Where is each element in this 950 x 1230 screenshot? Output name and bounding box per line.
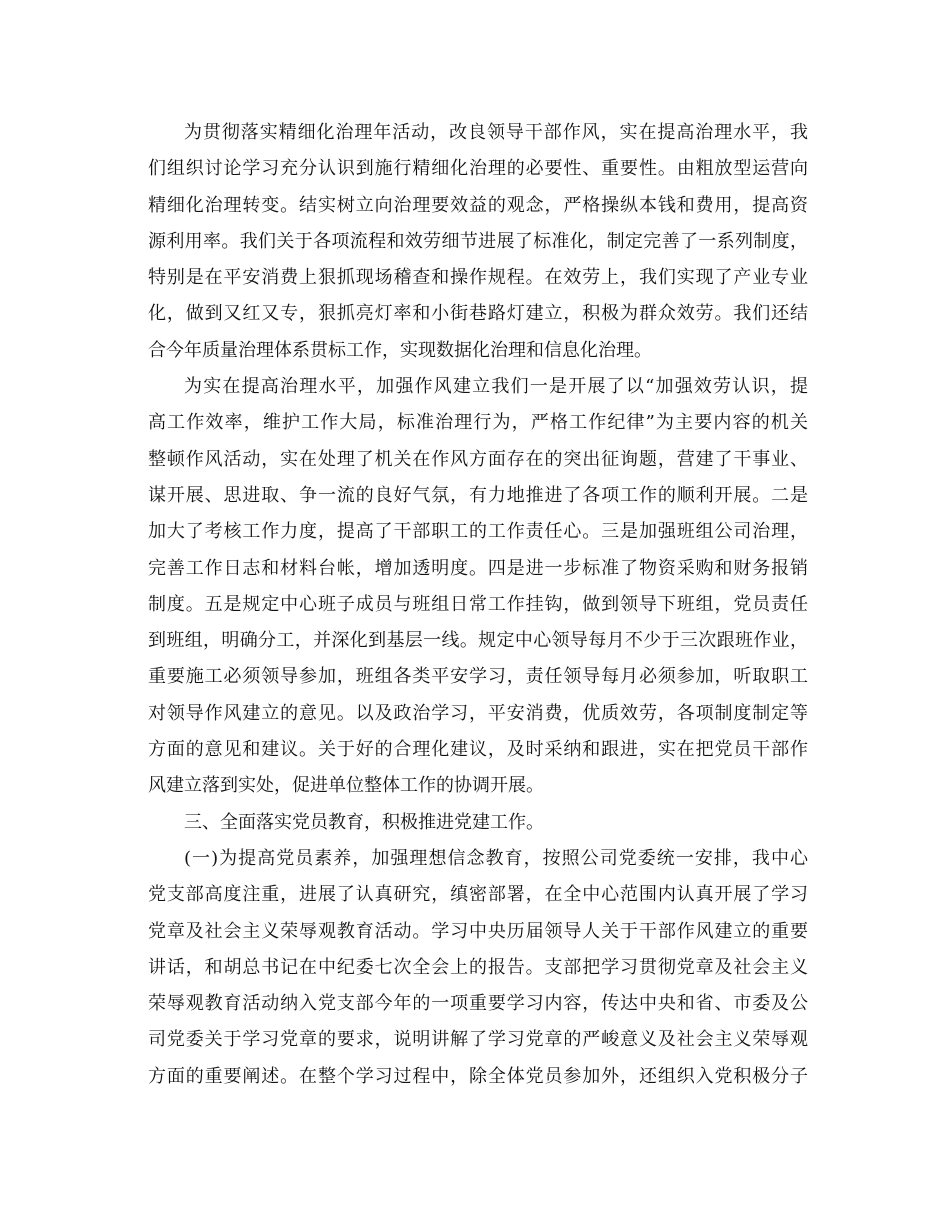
text-line: 谋开展、思进取、争一流的良好气氛，有力地推进了各项工作的顺利开展。二是 (148, 484, 808, 506)
text-line: 方面的重要阐述。在整个学习过程中，除全体党员参加外，还组织入党积极分子 (148, 1065, 808, 1087)
text-line: 党章及社会主义荣辱观教育活动。学习中央历届领导人关于干部作风建立的重要 (148, 920, 808, 942)
text-line: 源利用率。我们关于各项流程和效劳细节进展了标准化，制定完善了一系列制度， (148, 230, 808, 252)
text-line: 高工作效率，维护工作大局，标准治理行为，严格工作纪律”为主要内容的机关 (148, 412, 808, 434)
text-line: (一)为提高党员素养，加强理想信念教育，按照公司党委统一安排，我中心 (184, 847, 808, 869)
text-line: 合今年质量治理体系贯标工作，实现数据化治理和信息化治理。 (148, 339, 652, 361)
text-line: 们组织讨论学习充分认识到施行精细化治理的必要性、重要性。由粗放型运营向 (148, 158, 808, 180)
text-line: 完善工作日志和材料台帐，增加透明度。四是进一步标准了物资采购和财务报销 (148, 557, 808, 579)
text-line: 精细化治理转变。结实树立向治理要效益的观念，严格操纵本钱和费用，提高资 (148, 194, 808, 216)
text-line: 制度。五是规定中心班子成员与班组日常工作挂钩，做到领导下班组，党员责任 (148, 593, 808, 615)
text-line: 对领导作风建立的意见。以及政治学习，平安消费，优质效劳，各项制度制定等 (148, 702, 808, 724)
text-line: 特别是在平安消费上狠抓现场稽查和操作规程。在效劳上，我们实现了产业专业 (148, 267, 808, 289)
text-line: 整顿作风活动，实在处理了机关在作风方面存在的突出征询题，营建了干事业、 (148, 448, 808, 470)
text-line: 三、全面落实党员教育，积极推进党建工作。 (184, 811, 544, 833)
text-line: 方面的意见和建议。关于好的合理化建议，及时采纳和跟进，实在把党员干部作 (148, 739, 808, 761)
text-line: 为实在提高治理水平，加强作风建立我们一是开展了以“加强效劳认识，提 (184, 376, 808, 398)
text-line: 讲话，和胡总书记在中纪委七次全会上的报告。支部把学习贯彻党章及社会主义 (148, 956, 808, 978)
text-line: 司党委关于学习党章的要求，说明讲解了学习党章的严峻意义及社会主义荣辱观 (148, 1029, 808, 1051)
text-line: 重要施工必须领导参加，班组各类平安学习，责任领导每月必须参加，听取职工 (148, 666, 808, 688)
text-line: 风建立落到实处，促进单位整体工作的协调开展。 (148, 775, 544, 797)
document-body (148, 115, 808, 1095)
text-line: 为贯彻落实精细化治理年活动，改良领导干部作风，实在提高治理水平，我 (184, 122, 808, 143)
text-line: 荣辱观教育活动纳入党支部今年的一项重要学习内容，传达中央和省、市委及公 (148, 993, 808, 1015)
text-line: 化，做到又红又专，狠抓亮灯率和小街巷路灯建立，积极为群众效劳。我们还结 (148, 303, 808, 325)
text-line: 党支部高度注重，进展了认真研究，缜密部署，在全中心范围内认真开展了学习 (148, 884, 808, 906)
text-line: 到班组，明确分工，并深化到基层一线。规定中心领导每月不少于三次跟班作业， (148, 630, 808, 652)
text-line: 加大了考核工作力度，提高了干部职工的工作责任心。三是加强班组公司治理， (148, 521, 808, 543)
